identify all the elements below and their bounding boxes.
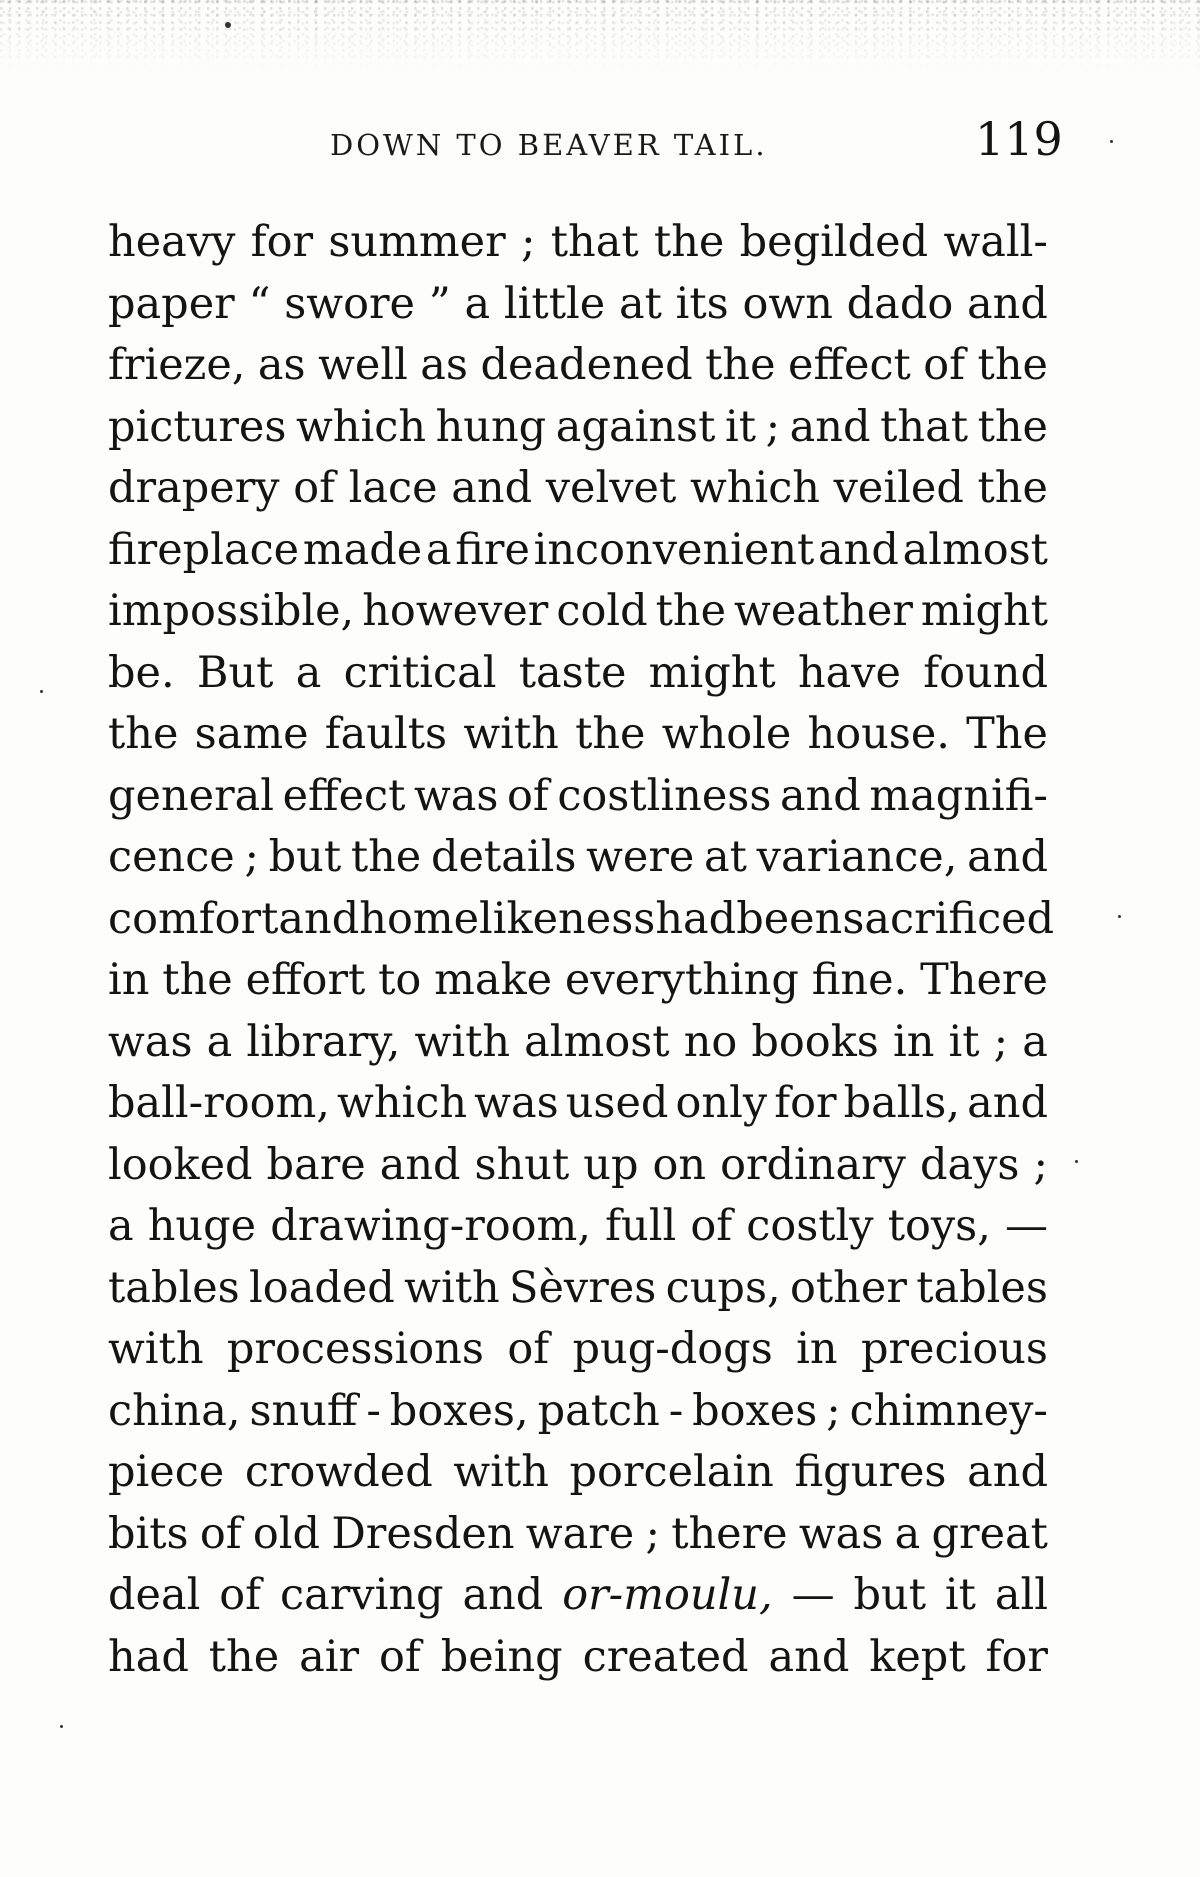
text-line: drapery of lace and velvet which veiled the [108, 463, 1048, 513]
text-line: a huge drawing-room, full of costly toys, — [108, 1201, 1048, 1251]
text-line: was a library, with almost no books in it ; a [108, 1016, 1048, 1067]
text-line: had the air of being created and kept for [108, 1631, 1048, 1682]
text-line: heavy for summer ; that the begilded wall‐ [108, 217, 1048, 267]
page-edge-stain [0, 0, 1200, 70]
running-head: DOWN TO BEAVER TAIL. [330, 128, 768, 162]
text-line: pictures which hung against it ; and that the [108, 401, 1048, 452]
text-line: deal of carving and or-moulu, — but it all [108, 1570, 1048, 1620]
text-line: china, snuff - boxes, patch - boxes ; chimney- [108, 1385, 1048, 1436]
text-line: paper “ swore ” a little at its own dado and [108, 278, 1048, 329]
text-line: piece crowded with porcelain figures and [108, 1447, 1048, 1497]
ink-speck [1110, 140, 1113, 143]
text-line: fireplace made a fire inconvenient and almost [108, 524, 1048, 575]
ink-speck [1118, 915, 1121, 918]
text-line: with processions of pug-dogs in precious [108, 1324, 1048, 1374]
text-line: comfort and homelikeness had been sacrificed [108, 893, 1055, 944]
text-line: be. But a critical taste might have found [108, 647, 1048, 698]
text-line: impossible, however cold the weather might [108, 586, 1048, 636]
text-line: frieze, as well as deadened the effect of the [108, 340, 1048, 390]
text-line: general effect was of costliness and magnifi- [108, 770, 1048, 821]
text-line: looked bare and shut up on ordinary days ; [108, 1139, 1048, 1190]
text-line: bits of old Dresden ware ; there was a great [108, 1508, 1048, 1559]
text-line: the same faults with the whole house. The [108, 709, 1048, 759]
text-line: ball-room, which was used only for balls, and [108, 1078, 1048, 1128]
page-number: 119 [975, 112, 1063, 166]
body-text [108, 212, 1055, 1688]
text-line: tables loaded with Sèvres cups, other tables [108, 1262, 1048, 1313]
ink-speck [225, 22, 231, 28]
ink-speck [60, 1725, 63, 1728]
ink-speck [1075, 1160, 1078, 1163]
text-line: cence ; but the details were at variance, and [108, 832, 1048, 882]
text-line: in the effort to make everything fine. There [108, 955, 1048, 1005]
ink-speck [40, 690, 43, 693]
